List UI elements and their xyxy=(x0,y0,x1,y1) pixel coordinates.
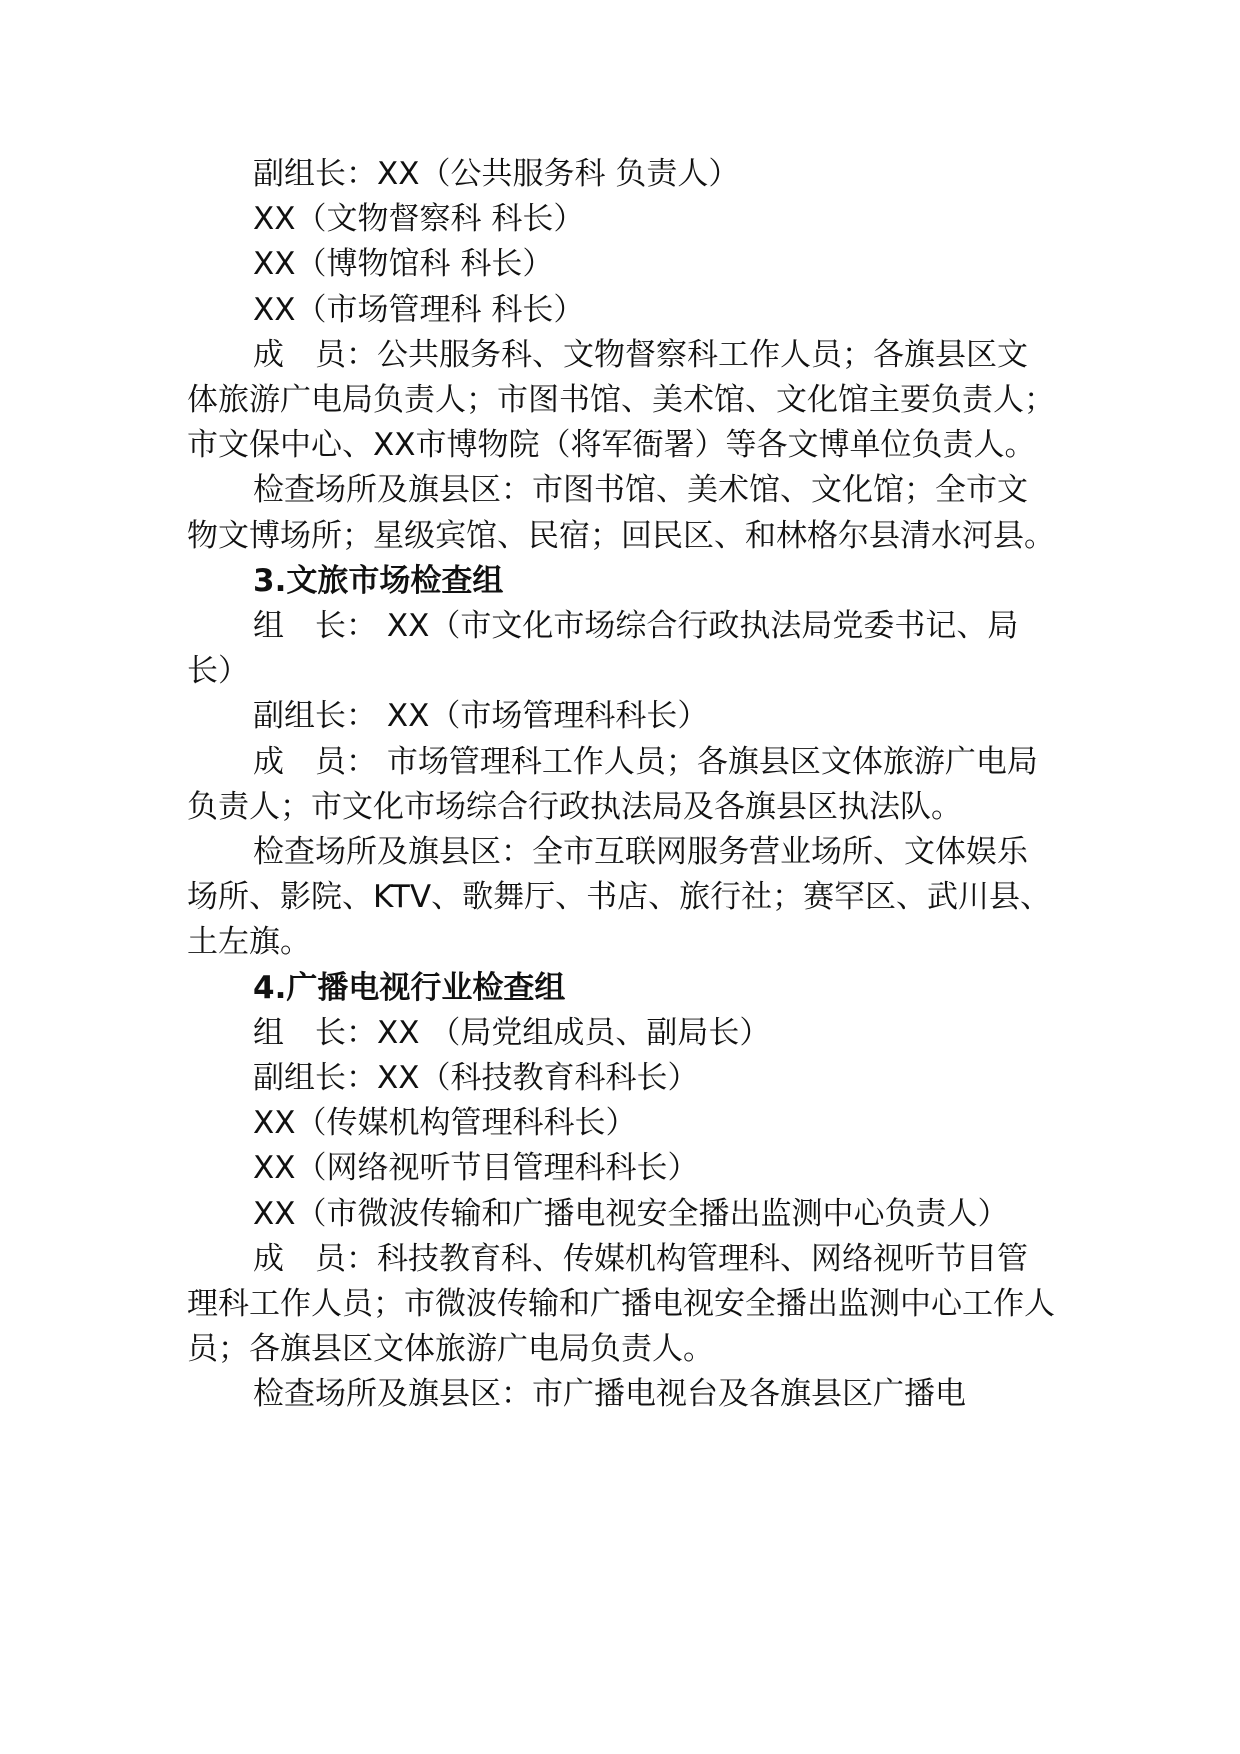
paragraph-deputy-leader-4: 副组长：XX（科技教育科科长） xyxy=(253,1060,699,1097)
paragraph-member-cultural-relics: XX（文物督察科 科长） xyxy=(253,201,585,238)
paragraph-deputy-leader-2: 副组长：XX（公共服务科 负责人） xyxy=(253,156,740,192)
section-heading-4: 4.广播电视行业检查组 xyxy=(253,969,566,1006)
paragraph-leader-4: 组 长：XX （局党组成员、副局长） xyxy=(253,1014,771,1051)
document-page xyxy=(187,152,1057,1418)
paragraph-member-media: XX（传媒机构管理科科长） xyxy=(253,1105,637,1142)
section-heading-3: 3.文旅市场检查组 xyxy=(253,562,504,599)
paragraph-member-online-av: XX（网络视听节目管理科科长） xyxy=(253,1150,699,1187)
paragraph-member-museum: XX（博物馆科 科长） xyxy=(253,246,554,283)
paragraph-member-monitoring: XX（市微波传输和广播电视安全播出监测中心负责人） xyxy=(253,1195,1009,1232)
paragraph-members-4: 成 员：科技教育科、传媒机构管理科、网络视听节目管理科工作人员；市微波传输和广播电视安全播出监测中心工作人员；各旗县区文体旅游广电局负责人。 xyxy=(187,1240,1055,1368)
paragraph-members-3: 成 员： 市场管理科工作人员；各旗县区文体旅游广电局负责人；市文化市场综合行政执法局及各旗县区执法队。 xyxy=(187,743,1038,825)
paragraph-inspection-sites-3: 检查场所及旗县区：全市互联网服务营业场所、文体娱乐场所、影院、KTV、歌舞厅、书店、旅行社；赛罕区、武川县、土左旗。 xyxy=(187,834,1052,961)
paragraph-inspection-sites-2: 检查场所及旗县区：市图书馆、美术馆、文化馆；全市文物文博场所；星级宾馆、民宿；回民区、和林格尔县清水河县。 xyxy=(187,472,1055,554)
paragraph-member-market: XX（市场管理科 科长） xyxy=(253,291,585,328)
paragraph-members-2: 成 员：公共服务科、文物督察科工作人员；各旗县区文体旅游广电局负责人；市图书馆、美术馆、文化馆主要负责人；市文保中心、XX市博物院（将军衙署）等各文博单位负责人。 xyxy=(187,336,1055,464)
paragraph-leader-3: 组 长： XX（市文化市场综合行政执法局党委书记、局长） xyxy=(187,608,1019,690)
paragraph-deputy-leader-3: 副组长： XX（市场管理科科长） xyxy=(253,698,709,735)
paragraph-inspection-sites-4: 检查场所及旗县区：市广播电视台及各旗县区广播电 xyxy=(253,1376,966,1413)
